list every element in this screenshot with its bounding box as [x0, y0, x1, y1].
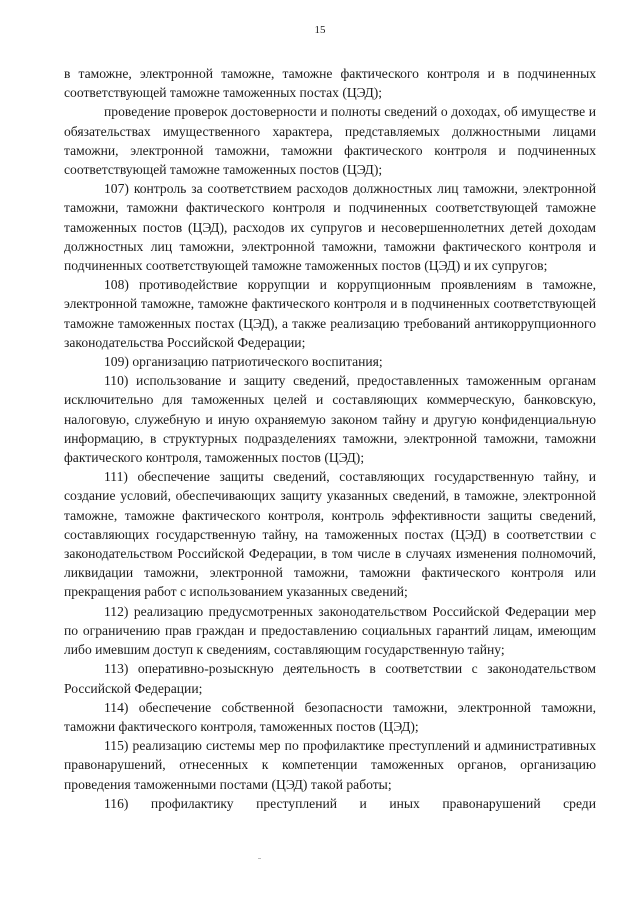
paragraph-item-111: 111) обеспечение защиты сведений, составляющих государственную тайну, и создание условий, обеспечивающих защиту указанных сведений, в таможне, электронной таможне, таможне фактического контроля, контроль эффективности защиты сведений, составляющих государственную тайну, на таможенных постах (ЦЭД) в соответствии с законодательством Российской Федерации, в том числе в случаях изменения полномочий, ликвидации таможни, электронной таможни, таможни фактического контроля или прекращения работ с использованием указанных сведений; — [64, 469, 596, 600]
paragraph-item-109: 109) организацию патриотического воспитания; — [104, 354, 383, 370]
paragraph-item-110: 110) использование и защиту сведений, предоставленных таможенным органам исключительно для таможенных целей и составляющих коммерческую, банковскую, налоговую, служебную и иную охраняемую законом тайну и другую конфиденциальную информацию, в структурных подразделениях таможни, электронной таможни, таможни фактического контроля, таможенных постов (ЦЭД); — [64, 373, 596, 466]
paragraph-item-108: 108) противодействие коррупции и коррупционным проявлениям в таможне, электронной таможне, таможне фактического контроля и в подчиненных соответствующей таможне таможенных постах (ЦЭД), а также реализацию требований антикоррупционного законодательства Российской Федерации; — [64, 277, 596, 350]
paragraph-item-107: 107) контроль за соответствием расходов должностных лиц таможни, электронной таможни, таможни фактического контроля и подчиненных соответствующей таможне таможенных постов (ЦЭД), расходов их супругов и несовершеннолетних детей доходам должностных лиц таможни, электронной таможни, таможни фактического контроля и подчиненных соответствующей таможне таможенных постов (ЦЭД) и их супругов; — [64, 181, 596, 274]
paragraph-item-112: 112) реализацию предусмотренных законодательством Российской Федерации мер по ограничению прав граждан и предоставлению социальных гарантий лицам, имеющим либо имевшим доступ к сведениям, составляющим государственную тайну; — [64, 603, 596, 658]
paragraph-income-verification: проведение проверок достоверности и полноты сведений о доходах, об имуществе и обязательствах имущественного характера, представляемых должностными лицами таможни, электронной таможни, таможни фактического контроля и подчиненных соответствующей таможне таможенных постов (ЦЭД); — [64, 104, 596, 178]
scan-artifact — [258, 858, 261, 859]
paragraph-item-114: 114) обеспечение собственной безопасности таможни, электронной таможни, таможни фактического контроля, таможенных постов (ЦЭД); — [64, 699, 596, 734]
page-number: 15 — [314, 24, 326, 36]
paragraph-continuation: в таможне, электронной таможне, таможне фактического контроля и в подчиненных соответствующей таможне таможенных постах (ЦЭД); — [64, 66, 596, 101]
document-body — [64, 64, 596, 813]
paragraph-item-115: 115) реализацию системы мер по профилактике преступлений и административных правонарушений, отнесенных к компетенции таможенных органов, организацию проведения таможенными постами (ЦЭД) такой работы; — [64, 738, 596, 792]
paragraph-item-113: 113) оперативно-розыскную деятельность в соответствии с законодательством Российской Федерации; — [64, 661, 596, 696]
paragraph-item-116: 116) профилактику преступлений и иных правонарушений среди — [104, 795, 596, 811]
